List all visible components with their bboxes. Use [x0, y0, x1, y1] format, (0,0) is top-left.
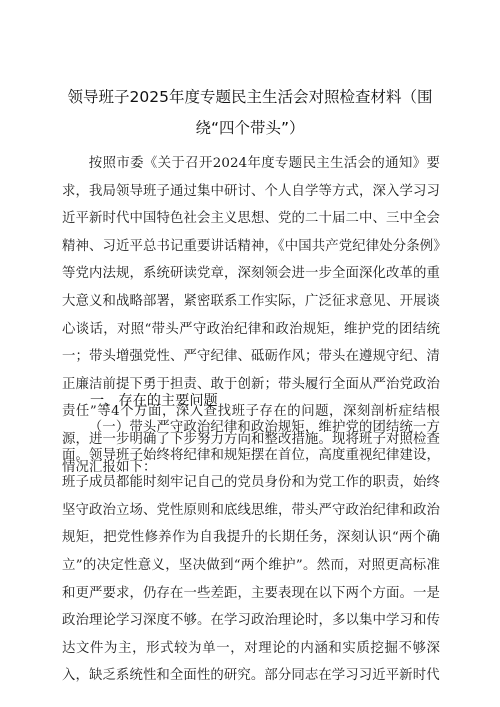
document-title: 领导班子2025年度专题民主生活会对照检查材料（围绕“四个带头”）	[67, 88, 433, 137]
section-heading-problems: 一、存在的主要问题	[90, 393, 218, 409]
intro-paragraph: 按照市委《关于召开2024年度专题民主生活会的通知》要求，我局领导班子通过集中研讨、个人自学等方式，深入学习习近平新时代中国特色社会主义思想、党的二十届二中、三中全会精神、习近平总书记重要讲话精神，《中国共产党纪律处分条例》等党内法规，系统研读党章，深刻领会进一步全面深化改革的重大意义和战略部署，紧密联系工作实际，广泛征求意见、开展谈心谈话，对照“带头严守政治纪律和政治规矩，维护党的团结统一；带头增强党性、严守纪律、砥砺作风；带头在遵规守纪、清正廉洁前提下勇于担责、敢于创新；带头履行全面从严治党政治责任”等4个方面，深入查找班子存在的问题，深刻剖析症结根源，进一步明确了下步努力方向和整改措施。现将班子对照检查情况汇报如下：	[62, 156, 440, 475]
section-one-paragraph: （一）带头严守政治纪律和政治规矩，维护党的团结统一方面。领导班子始终将纪律和规矩摆在首位，高度重视纪律建设，班子成员都能时刻牢记自己的党员身份和为党工作的职责，始终坚守政治立场、党性原则和底线思维，带头严守政治纪律和政治规矩，把党性修养作为自我提升的长期任务，深刻认识“两个确立”的决定性意义，坚决做到“两个维护”。然而，对照更高标准和更严要求，仍存在一些差距，主要表现在以下两个方面。一是政治理论学习深度不够。在学习政治理论时，多以集中学习和传达文件为主，形式较为单一，对理论的内涵和实质挖掘不够深入，缺乏系统性和全面性的研究。部分同志在学习习近平新时代	[62, 420, 440, 684]
